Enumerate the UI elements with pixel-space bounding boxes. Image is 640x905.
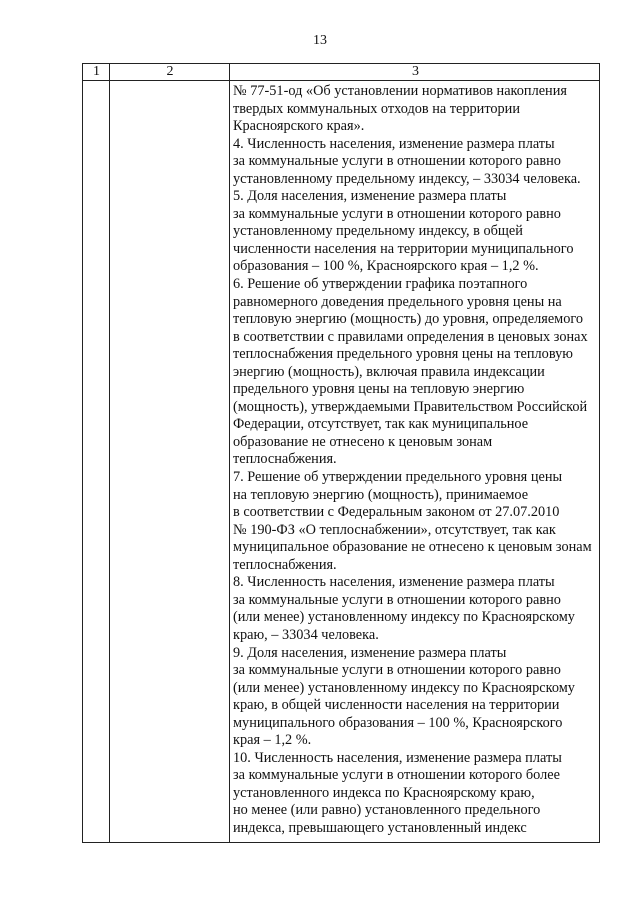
text-line: муниципального образования – 100 %, Красноярского bbox=[233, 714, 563, 731]
text-line: 10. Численность населения, изменение размера платы bbox=[233, 749, 562, 766]
page-number: 13 bbox=[313, 33, 327, 48]
text-line: 7. Решение об утверждении предельного уровня цены bbox=[233, 469, 563, 486]
column-divider-1 bbox=[109, 64, 110, 842]
text-line: муниципальное образование не отнесено к ценовым зонам bbox=[233, 539, 592, 556]
document-table bbox=[82, 63, 600, 843]
text-line: краю, – 33034 человека. bbox=[233, 626, 379, 643]
text-line: установленного индекса по Красноярскому краю, bbox=[233, 784, 535, 801]
text-line: в соответствии с Федеральным законом от 27.07.2010 bbox=[233, 504, 560, 521]
text-line: (или менее) установленному индексу по Красноярскому bbox=[233, 679, 575, 696]
text-line: энергию (мощность), включая правила индексации bbox=[233, 363, 545, 380]
text-line: (мощность), утверждаемыми Правительством Российской bbox=[233, 398, 588, 415]
table-header-row bbox=[83, 64, 599, 81]
text-line: 9. Доля населения, изменение размера платы bbox=[233, 644, 507, 661]
text-line: 5. Доля населения, изменение размера платы bbox=[233, 188, 507, 205]
text-line: установленному предельному индексу, в общей bbox=[233, 223, 523, 240]
text-line: в соответствии с правилами определения в ценовых зонах bbox=[233, 328, 588, 345]
text-line: теплоснабжения. bbox=[233, 556, 337, 573]
text-line: за коммунальные услуги в отношении которого равно bbox=[233, 591, 561, 608]
text-line: за коммунальные услуги в отношении которого равно bbox=[233, 205, 561, 222]
header-cell-2: 2 bbox=[166, 64, 174, 79]
text-line: Федерации, отсутствует, так как муниципальное bbox=[233, 416, 529, 433]
text-line: численности населения на территории муниципального bbox=[233, 240, 574, 257]
text-line: (или менее) установленному индексу по Красноярскому bbox=[233, 609, 575, 626]
text-line: края – 1,2 %. bbox=[233, 732, 312, 749]
text-line: 6. Решение об утверждении графика поэтапного bbox=[233, 276, 528, 293]
text-line: № 77-51-од «Об установлении нормативов накопления bbox=[233, 83, 567, 99]
text-line: № 190-ФЗ «О теплоснабжении», отсутствует, так как bbox=[233, 521, 556, 538]
text-line: за коммунальные услуги в отношении которого более bbox=[233, 767, 560, 784]
text-line: равномерного доведения предельного уровня цены на bbox=[233, 293, 562, 310]
text-line: Красноярского края». bbox=[233, 118, 365, 135]
text-line: на тепловую энергию (мощность), принимаемое bbox=[233, 486, 529, 503]
text-line: за коммунальные услуги в отношении которого равно bbox=[233, 662, 561, 679]
text-line: предельного уровня цены на тепловую энергию bbox=[233, 381, 525, 398]
text-line: теплоснабжения. bbox=[233, 451, 337, 468]
text-line: образования – 100 %, Красноярского края – 1,2 %. bbox=[233, 258, 539, 275]
text-line: 4. Численность населения, изменение размера платы bbox=[233, 135, 555, 152]
text-line: но менее (или равно) установленного предельного bbox=[233, 802, 541, 819]
column-divider-2 bbox=[229, 64, 230, 842]
header-cell-3: 3 bbox=[412, 64, 419, 79]
text-line: краю, в общей численности населения на территории bbox=[233, 697, 560, 714]
text-line: образование не отнесено к ценовым зонам bbox=[233, 433, 493, 450]
text-line: индекса, превышающего установленный индекс bbox=[233, 819, 527, 836]
text-line: тепловую энергию (мощность) до уровня, определяемого bbox=[233, 311, 584, 328]
text-line: за коммунальные услуги в отношении которого равно bbox=[233, 153, 561, 170]
text-line: теплоснабжения предельного уровня цены на тепловую bbox=[233, 346, 573, 363]
text-line: твердых коммунальных отходов на территории bbox=[233, 100, 520, 117]
text-line: установленному предельному индексу, – 33034 человека. bbox=[233, 170, 581, 187]
header-cell-1: 1 bbox=[93, 64, 100, 79]
column-3-text bbox=[233, 83, 601, 838]
text-line: 8. Численность населения, изменение размера платы bbox=[233, 574, 555, 591]
